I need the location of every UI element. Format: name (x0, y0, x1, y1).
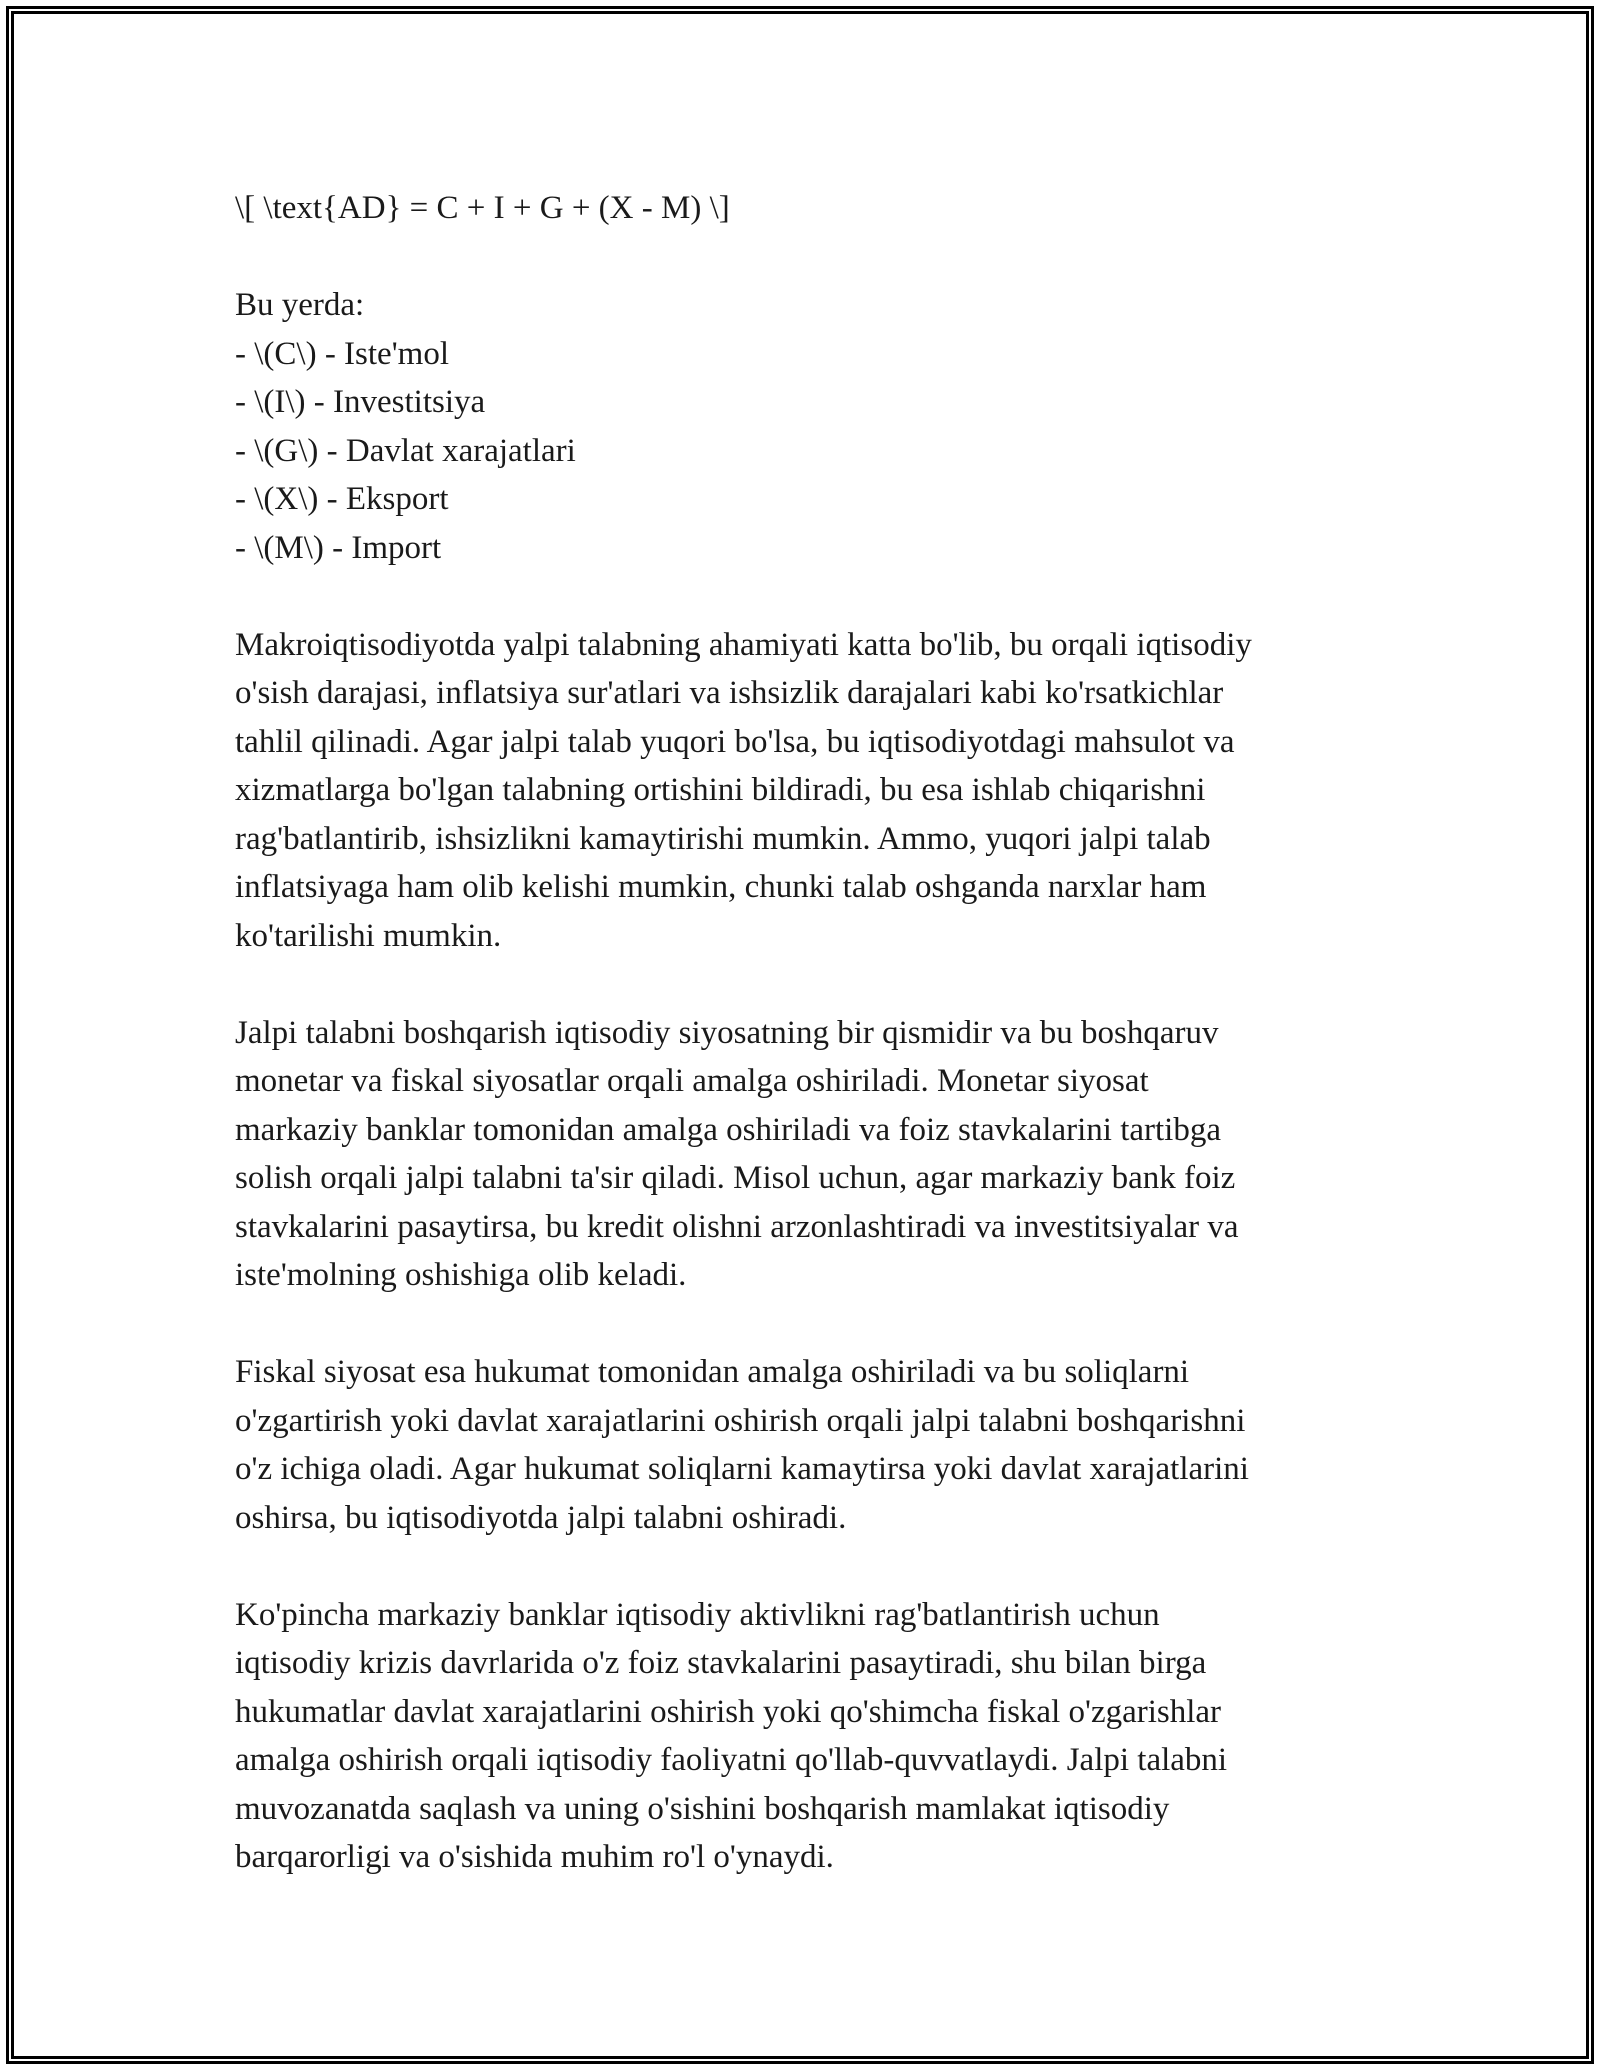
text-line: monetar va fiskal siyosatlar orqali amalga oshiriladi. Monetar siyosat (235, 1063, 1149, 1099)
text-line: amalga oshirish orqali iqtisodiy faoliyatni qo'llab-quvvatlaydi. Jalpi talabni (235, 1742, 1228, 1778)
text-line: muvozanatda saqlash va uning o'sishini boshqarish mamlakat iqtisodiy (235, 1790, 1170, 1827)
paragraph-fiscal-policy (235, 1348, 1395, 1542)
text-line: tahlil qilinadi. Agar jalpi talab yuqori bo'lsa, bu iqtisodiyotdagi mahsulot va (235, 723, 1235, 760)
paragraph-monetary-policy (235, 1009, 1395, 1300)
spacer (235, 572, 1395, 621)
definitions-list (235, 330, 1395, 573)
definition-item: - \(I\) - Investitsiya (235, 384, 486, 420)
definition-item: - \(G\) - Davlat xarajatlari (235, 432, 576, 469)
text-line: Ko'pincha markaziy banklar iqtisodiy aktivlikni rag'batlantirish uchun (235, 1596, 1160, 1633)
paragraph-importance (235, 621, 1395, 961)
spacer (235, 233, 1395, 282)
definitions-intro: Bu yerda: (235, 287, 365, 323)
document-body (235, 184, 1395, 1882)
text-line: Jalpi talabni boshqarish iqtisodiy siyosatning bir qismidir va bu boshqaruv (235, 1014, 1219, 1051)
definition-item: - \(C\) - Iste'mol (235, 335, 449, 372)
spacer (235, 960, 1395, 1009)
text-line: Fiskal siyosat esa hukumat tomonidan amalga oshiriladi va bu soliqlarni (235, 1354, 1190, 1390)
aggregate-demand-formula: \[ \text{AD} = C + I + G + (X - M) \] (235, 190, 730, 226)
text-line: o'z ichiga oladi. Agar hukumat soliqlarni kamaytirsa yoki davlat xarajatlarini (235, 1451, 1249, 1487)
text-line: iqtisodiy krizis davrlarida o'z foiz stavkalarini pasaytiradi, shu bilan birga (235, 1645, 1207, 1681)
text-line: inflatsiyaga ham olib kelishi mumkin, chunki talab oshganda narxlar ham (235, 869, 1207, 905)
text-line: solish orqali jalpi talabni ta'sir qiladi. Misol uchun, agar markaziy bank foiz (235, 1160, 1236, 1196)
text-line: Makroiqtisodiyotda yalpi talabning ahamiyati katta bo'lib, bu orqali iqtisodiy (235, 626, 1252, 663)
text-line: oshirsa, bu iqtisodiyotda jalpi talabni oshiradi. (235, 1499, 847, 1536)
text-line: o'zgartirish yoki davlat xarajatlarini oshirish orqali jalpi talabni boshqarishni (235, 1402, 1246, 1439)
text-line: markaziy banklar tomonidan amalga oshiriladi va foiz stavkalarini tartibga (235, 1111, 1221, 1148)
text-line: hukumatlar davlat xarajatlarini oshirish yoki qo'shimcha fiskal o'zgarishlar (235, 1693, 1222, 1730)
text-line: barqarorligi va o'sishida muhim ro'l o'ynaydi. (235, 1839, 834, 1875)
text-line: rag'batlantirib, ishsizlikni kamaytirishi mumkin. Ammo, yuqori jalpi talab (235, 820, 1211, 857)
text-line: stavkalarini pasaytirsa, bu kredit olishni arzonlashtiradi va investitsiyalar va (235, 1208, 1239, 1245)
text-line: ko'tarilishi mumkin. (235, 917, 502, 954)
definition-item: - \(M\) - Import (235, 529, 442, 566)
paragraph-crisis-response (235, 1591, 1395, 1882)
text-line: o'sish darajasi, inflatsiya sur'atlari va ishsizlik darajalari kabi ko'rsatkichlar (235, 675, 1224, 711)
text-line: xizmatlarga bo'lgan talabning ortishini bildiradi, bu esa ishlab chiqarishni (235, 772, 1206, 808)
definition-item: - \(X\) - Eksport (235, 481, 449, 517)
text-line: iste'molning oshishiga olib keladi. (235, 1257, 687, 1293)
spacer (235, 1542, 1395, 1591)
spacer (235, 1300, 1395, 1349)
